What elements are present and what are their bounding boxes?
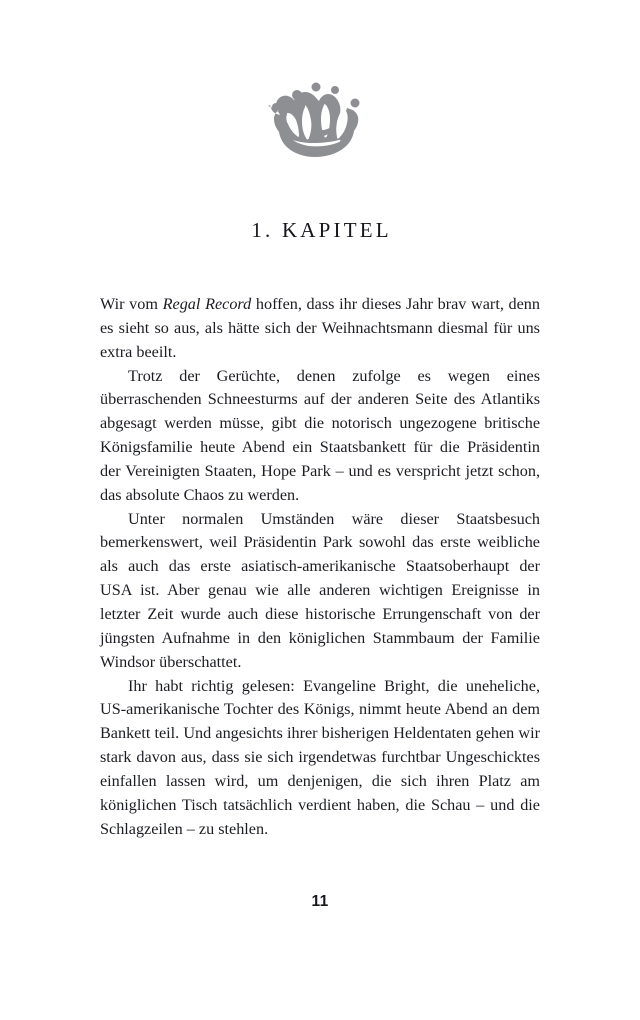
italic-title: Regal Record	[162, 295, 252, 313]
chapter-heading: 1. KAPITEL	[251, 218, 392, 243]
text-run: hoffen, dass ihr dieses Jahr brav wart, denn es sieht so aus, als hätte sich der Weihnachtsmann diesmal für uns extra beeilt.	[100, 295, 540, 361]
paragraph-3	[100, 508, 540, 675]
text-run: Trotz der Gerüchte, denen zufolge es wegen eines überraschenden Schneesturms auf der anderen Seite des Atlantiks abgesagt werden müsse, gibt die notorisch ungezogene britische Königsfamilie heute Abend ein Staatsbankett für die Präsidentin der Vereinigten Staaten, Hope Park – und es verspricht jetzt schon, das absolute Chaos zu werden.	[100, 366, 540, 504]
crown-ornament	[0, 74, 640, 160]
text-run: Wir vom	[100, 295, 163, 313]
crown-icon	[267, 74, 373, 160]
text-run: Unter normalen Umständen wäre dieser Staatsbesuch bemerkenswert, weil Präsidentin Park sowohl das erste weibliche als auch das erste asiatisch-amerikanische Staatsoberhaupt der USA ist. Aber genau wie alle anderen wichtigen Ereignisse in letzter Zeit wurde auch diese historische Errungenschaft von der jüngsten Aufnahme in den königlichen Stammbaum der Familie Windsor überschattet.	[100, 509, 540, 671]
page-number: 11	[311, 893, 329, 910]
paragraph-4	[100, 675, 540, 842]
body-text-column	[100, 293, 540, 841]
paragraph-2	[100, 365, 540, 508]
text-run: Ihr habt richtig gelesen: Evangeline Bright, die uneheliche, US-amerikanische Tochter des Königs, nimmt heute Abend an dem Bankett teil. Und angesichts ihrer bisherigen Heldentaten gehen wir stark davon aus, dass sie sich irgendetwas furchtbar Ungeschicktes einfallen lassen wird, um denjenigen, die sich ihren Platz am königlichen Tisch tatsächlich verdient haben, die Schau – und die Schlagzeilen – zu stehlen.	[100, 676, 540, 838]
paragraph-1	[100, 293, 540, 365]
